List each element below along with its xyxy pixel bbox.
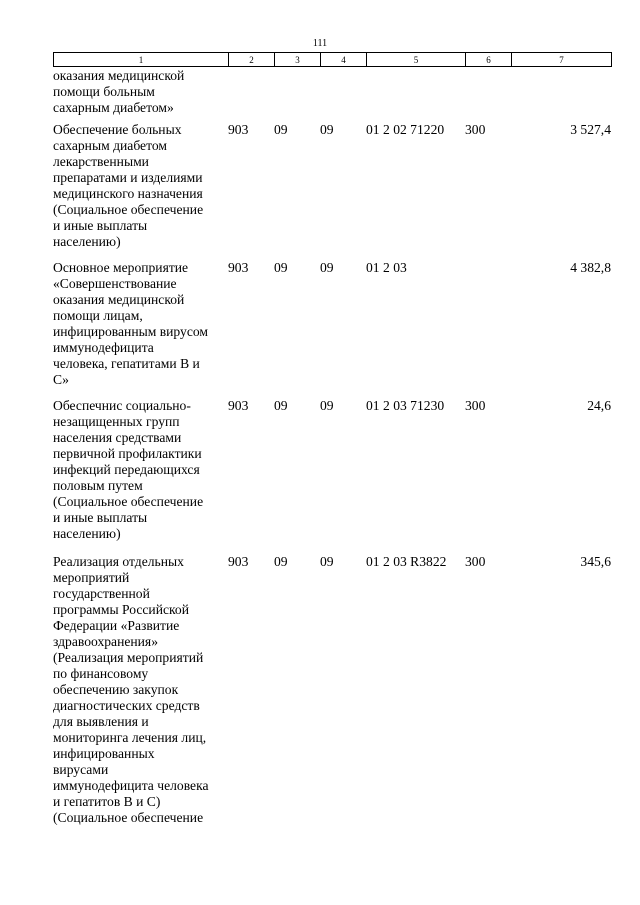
- column-header-4: 4: [321, 53, 367, 67]
- description-line: помощи лицам,: [53, 308, 143, 323]
- description-line: по финансовому: [53, 666, 149, 681]
- ministry-code: 903: [228, 260, 249, 275]
- description-line: и иные выплаты: [53, 218, 148, 233]
- description-line: мониторинга лечения лиц,: [53, 730, 207, 745]
- description-line: Федерации «Развитие: [53, 618, 180, 633]
- ministry-code: 903: [228, 398, 249, 413]
- section-code: 09: [274, 122, 288, 137]
- description-line: иммунодефицита: [53, 340, 154, 355]
- row-description: [53, 398, 231, 542]
- description-line: медицинского назначения: [53, 186, 203, 201]
- column-header-2: 2: [229, 53, 275, 67]
- description-line: здравоохранения»: [53, 634, 158, 649]
- description-line: Обеспечение больных: [53, 122, 182, 137]
- description-line: (Социальное обеспечение: [53, 810, 204, 825]
- description-line: оказания медицинской: [53, 292, 185, 307]
- description-line: сахарным диабетом: [53, 138, 167, 153]
- description-line: Реализация отдельных: [53, 554, 184, 569]
- row-description: [53, 554, 231, 826]
- target-article-code: 01 2 03 71230: [366, 398, 445, 413]
- description-line: лекарственными: [53, 154, 149, 169]
- column-header-6: 6: [466, 53, 512, 67]
- description-line: иммунодефицита человека: [53, 778, 209, 793]
- subsection-code: 09: [320, 554, 334, 569]
- description-line: «Совершенствование: [53, 276, 177, 291]
- subsection-code: 09: [320, 260, 334, 275]
- column-number-header: [53, 52, 612, 67]
- subsection-code: 09: [320, 398, 334, 413]
- description-line: программы Российской: [53, 602, 190, 617]
- description-line: для выявления и: [53, 714, 149, 729]
- description-line: инфицированных: [53, 746, 155, 761]
- target-article-code: 01 2 03: [366, 260, 407, 275]
- section-code: 09: [274, 260, 288, 275]
- description-line: первичной профилактики: [53, 446, 202, 461]
- description-line: вирусами: [53, 762, 109, 777]
- column-header-3: 3: [275, 53, 321, 67]
- subsection-code: 09: [320, 122, 334, 137]
- section-code: 09: [274, 554, 288, 569]
- description-line: населения средствами: [53, 430, 182, 445]
- amount: 24,6: [587, 398, 611, 413]
- section-code: 09: [274, 398, 288, 413]
- description-line: Обеспечнис социально-: [53, 398, 191, 413]
- description-line: Основное мероприятие: [53, 260, 189, 275]
- description-line: (Социальное обеспечение: [53, 202, 204, 217]
- description-line: населению): [53, 526, 121, 541]
- description-line: человека, гепатитами В и: [53, 356, 200, 371]
- description-line: мероприятий: [53, 570, 130, 585]
- column-header-5: 5: [367, 53, 466, 67]
- description-line: незащищенных групп: [53, 414, 180, 429]
- column-header-7: 7: [512, 53, 612, 67]
- description-line: препаратами и изделиями: [53, 170, 203, 185]
- description-line: обеспечению закупок: [53, 682, 179, 697]
- column-header-1: 1: [54, 53, 229, 67]
- expense-type-code: 300: [465, 554, 486, 569]
- amount: 3 527,4: [570, 122, 611, 137]
- ministry-code: 903: [228, 554, 249, 569]
- amount: 345,6: [580, 554, 611, 569]
- description-line: (Социальное обеспечение: [53, 494, 204, 509]
- description-line: половым путем: [53, 478, 143, 493]
- row-description: [53, 122, 231, 250]
- description-line: помощи больным: [53, 84, 155, 99]
- page-number: 111: [312, 38, 328, 49]
- target-article-code: 01 2 02 71220: [366, 122, 445, 137]
- description-line: населению): [53, 234, 121, 249]
- expense-type-code: 300: [465, 398, 486, 413]
- ministry-code: 903: [228, 122, 249, 137]
- expense-type-code: 300: [465, 122, 486, 137]
- description-line: диагностических средств: [53, 698, 200, 713]
- description-line: и иные выплаты: [53, 510, 148, 525]
- description-line: С»: [53, 372, 69, 387]
- description-line: государственной: [53, 586, 150, 601]
- description-line: инфицированным вирусом: [53, 324, 209, 339]
- description-line: оказания медицинской: [53, 68, 185, 83]
- row-description: [53, 260, 231, 388]
- description-line: инфекций передающихся: [53, 462, 200, 477]
- description-line: и гепатитов В и С): [53, 794, 161, 809]
- description-line: (Реализация мероприятий: [53, 650, 204, 665]
- amount: 4 382,8: [570, 260, 611, 275]
- row-description: [53, 68, 231, 116]
- target-article-code: 01 2 03 R3822: [366, 554, 447, 569]
- description-line: сахарным диабетом»: [53, 100, 174, 115]
